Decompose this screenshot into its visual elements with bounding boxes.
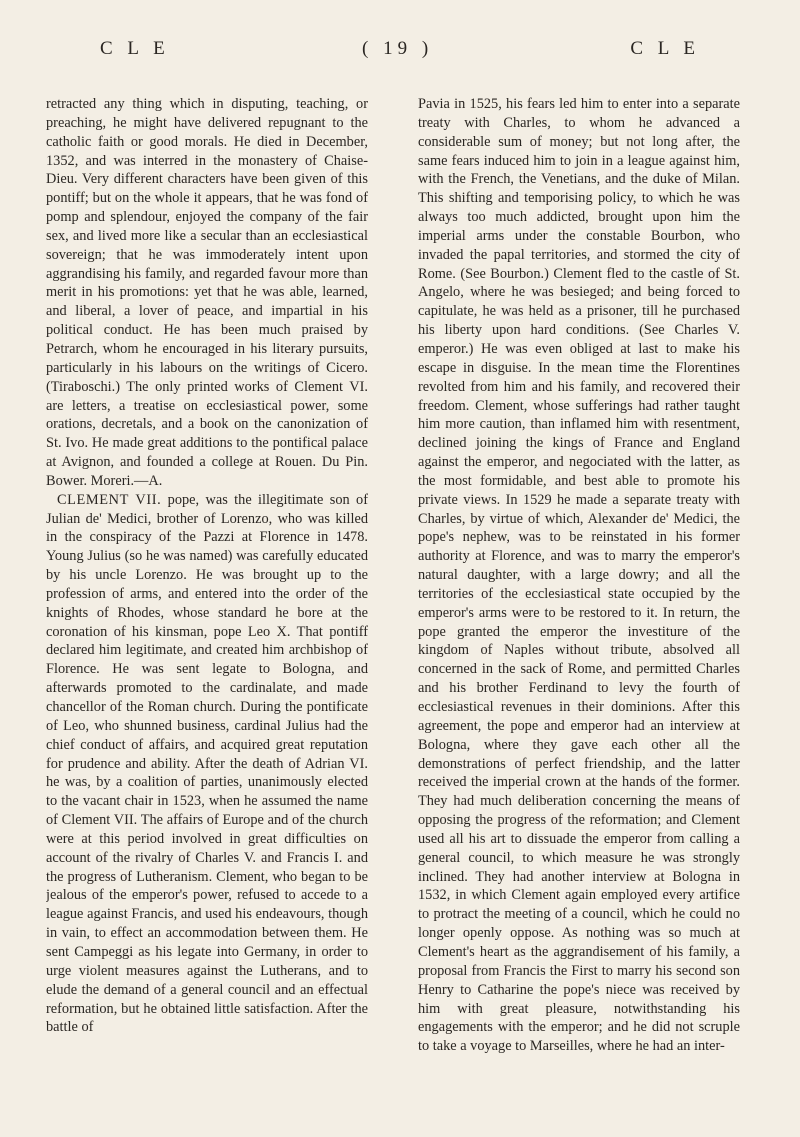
header-right: C L E (630, 38, 700, 59)
entry-headword: CLEMENT VII. (57, 491, 162, 508)
clement-vi-continuation: retracted any thing which in disputing, teaching, or preaching, he might have delivered repugnant to the catholic faith or good morals. He died in December, 1352, and was interred in the monastery of Chaise-Dieu. Very different characters have been given of this pontiff; but on the whole it appears, that he was fond of pomp and splendour, enjoyed the company of the fair sex, and lived more like a secular than an ecclesiastical sovereign; that he was immoderately intent upon aggrandising his family, and regarded favour more than merit in his promotions: yet that he was able, learned, and liberal, a lover of peace, and impartial in his political conduct. He has been much praised by Petrarch, whom he encouraged in his literary pursuits, particularly in his labours on the writings of Cicero. (Tiraboschi.) The only printed works of Clement VI. are letters, a treatise on ecclesiastical power, some orations, decretals, and a book on the canonization of St. Ivo. He made great additions to the pontifical palace at Avignon, and founded a college at Rouen. Du Pin. Bower. Moreri.—A. (46, 96, 368, 489)
clement-vii-continuation: Pavia in 1525, his fears led him to enter into a separate treaty with Charles, to whom he advanced a considerable sum of money; but not long after, the same fears induced him to join in a league against him, with the French, the Venetians, and the duke of Milan. This shifting and temporising policy, to which he was always too much addicted, brought upon him the imperial arms under the constable Bourbon, who invaded the papal territories, and stormed the city of Rome. (See Bourbon.) Clement fled to the castle of St. Angelo, where he was besieged; and being forced to capitulate, he was held as a prisoner, till he purchased his liberty upon hard conditions. (See Charles V. emperor.) He was even obliged at last to make his escape in disguise. In the mean time the Florentines revolted from him and his family, and recovered their freedom. Clement, whose sufferings had rather taught him more caution, than inflamed him with resentment, declined joining the kings of France and England against the emperor, and negociated with the latter, as the most formidable, and best able to promote his private views. In 1529 he made a separate treaty with Charles, by virtue of which, Alexander de' Medici, the pope's nephew, was to be reinstated in his former authority at Florence, and was to marry the emperor's natural daughter, with a large dowry; and all the territories of the ecclesiastical state occupied by the emperor's arms were to be restored to it. In return, the pope granted the emperor the investiture of the kingdom of Naples without tribute, absolved all concerned in the sack of Rome, and permitted Charles and his brother Ferdinand to levy the fourth of ecclesiastical revenues in their dominions. After this agreement, the pope and emperor had an interview at Bologna, where they gave each other all the demonstrations of perfect friendship, and the latter received the imperial crown at the hands of the former. They had much deliberation concerning the means of opposing the progress of the reformation; and Clement used all his art to dissuade the emperor from calling a general council, to which measure he was strongly inclined. They had another interview at Bologna in 1532, in which Clement again employed every artifice to protract the meeting of a council, which he could no longer openly oppose. As nothing was so much at Clement's heart as the aggrandisement of his family, a proposal from Francis the First to marry his second son Henry to Catharine the pope's niece was received by him with great pleasure, notwithstanding his engagements with the emperor; and he did not scruple to take a voyage to Marseilles, where he had an inter- (418, 96, 740, 1055)
right-column (418, 95, 740, 1125)
entry-text: pope, was the illegitimate son of Julian de' Medici, brother of Lorenzo, who was killed in the conspiracy of the Pazzi at Florence in 1478. Young Julius (so he was named) was carefully educated by his uncle Lorenzo. He was brought up to the profession of arms, and entered into the order of the knights of Rhodes, whose standard he bore at the coronation of his kinsman, pope Leo X. That pontiff declared him legitimate, and created him archbishop of Florence. He was sent legate to Bologna, and afterwards promoted to the cardinalate, and made chancellor of the Roman church. During the pontificate of Leo, who shunned business, cardinal Julius had the chief conduct of affairs, and acquired great reputation for prudence and ability. After the death of Adrian VI. he was, by a coalition of parties, unanimously elected to the vacant chair in 1523, when he assumed the name of Clement VII. The affairs of Europe and of the church were at this period involved in great difficulties on account of the rivalry of Charles V. and Francis I. and the progress of Lutheranism. Clement, who began to be jealous of the emperor's power, refused to accede to a league against Francis, and used his endeavours, though in vain, to effect an accommodation between them. He sent Campeggi as his legate into Germany, in order to urge violent measures against the Lutherans, and to elude the demand of a general council and an effectual reformation, but he obtained little satisfaction. After the battle of (46, 491, 368, 1036)
clement-vii-entry (46, 491, 368, 1037)
header-left: C L E (100, 38, 170, 59)
left-column (46, 95, 368, 1125)
page-number: ( 19 ) (362, 38, 434, 59)
running-header (100, 38, 700, 66)
